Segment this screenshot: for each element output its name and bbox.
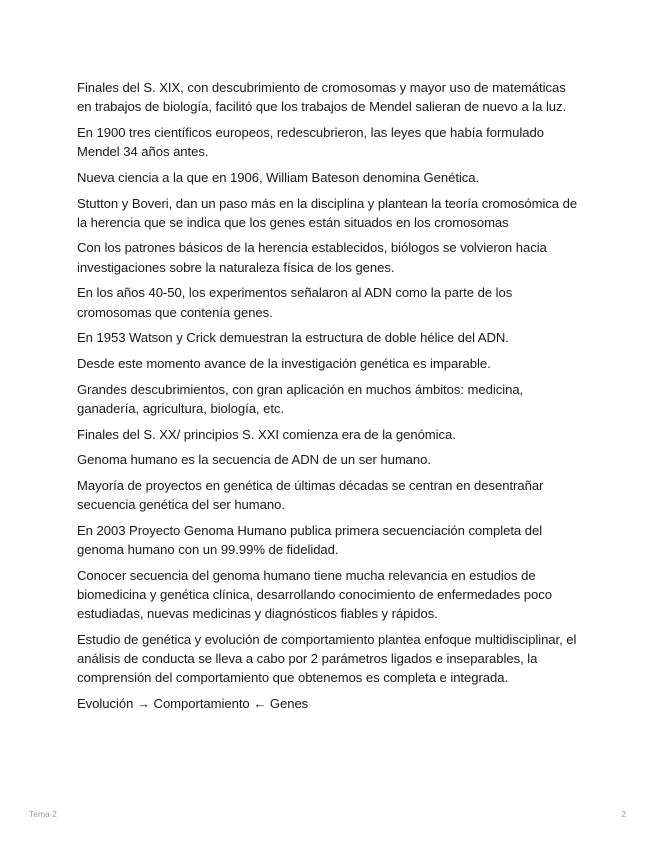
paragraph: En los años 40-50, los experimentos señalaron al ADN como la parte de los cromosomas que contenía genes. bbox=[77, 285, 513, 320]
paragraph: Stutton y Boveri, dan un paso más en la disciplina y plantean la teoría cromosómica de la herencia que se indica que los genes están situados en los cromosomas bbox=[77, 195, 578, 230]
paragraph: Mayoría de proyectos en genética de últimas décadas se centran en desentrañar secuencia genética del ser humano. bbox=[77, 477, 544, 513]
paragraph: Grandes descubrimientos, con gran aplicación en muchos ámbitos: medicina, ganadería, agricultura, biología, etc. bbox=[77, 381, 524, 416]
paragraph: Conocer secuencia del genoma humano tiene mucha relevancia en estudios de biomedicina y genética clínica, desarrollando conocimiento de enfermedades poco estudiadas, nuevas medicinas y diagnósticos fiables y rápidos. bbox=[77, 567, 552, 622]
paragraph: Finales del S. XIX, con descubrimiento de cromosomas y mayor uso de matemáticas en trabajos de biología, facilitó que los trabajos de Mendel salieran de nuevo a la luz. bbox=[77, 80, 567, 115]
footer-section-label: Tema 2 bbox=[29, 809, 57, 819]
document-body bbox=[77, 78, 582, 720]
paragraph: En 2003 Proyecto Genoma Humano publica primera secuenciación completa del genoma humano con un 99.99% de fidelidad. bbox=[77, 522, 543, 558]
paragraph: En 1953 Watson y Crick demuestran la estructura de doble hélice del ADN. bbox=[77, 330, 509, 346]
paragraph: Estudio de genética y evolución de comportamiento plantea enfoque multidisciplinar, el análisis de conducta se lleva a cabo por 2 parámetros ligados e inseparables, la comprensión del comportamiento que obtenemos es completa e integrada. bbox=[77, 631, 577, 686]
paragraph: Desde este momento avance de la investigación genética es imparable. bbox=[77, 355, 491, 371]
paragraph: Con los patrones básicos de la herencia establecidos, biólogos se volvieron hacia investigaciones sobre la naturaleza física de los genes. bbox=[77, 240, 547, 275]
paragraph: En 1900 tres científicos europeos, redescubrieron, las leyes que había formulado Mendel 34 años antes. bbox=[77, 124, 544, 160]
paragraph: Genoma humano es la secuencia de ADN de un ser humano. bbox=[77, 452, 431, 468]
paragraph: Nueva ciencia a la que en 1906, William Bateson denomina Genética. bbox=[77, 169, 480, 185]
paragraph: Finales del S. XX/ principios S. XXI comienza era de la genómica. bbox=[77, 426, 456, 442]
diagram-line: Evolución → Comportamiento ← Genes bbox=[77, 695, 309, 711]
page-number: 2 bbox=[621, 809, 626, 819]
